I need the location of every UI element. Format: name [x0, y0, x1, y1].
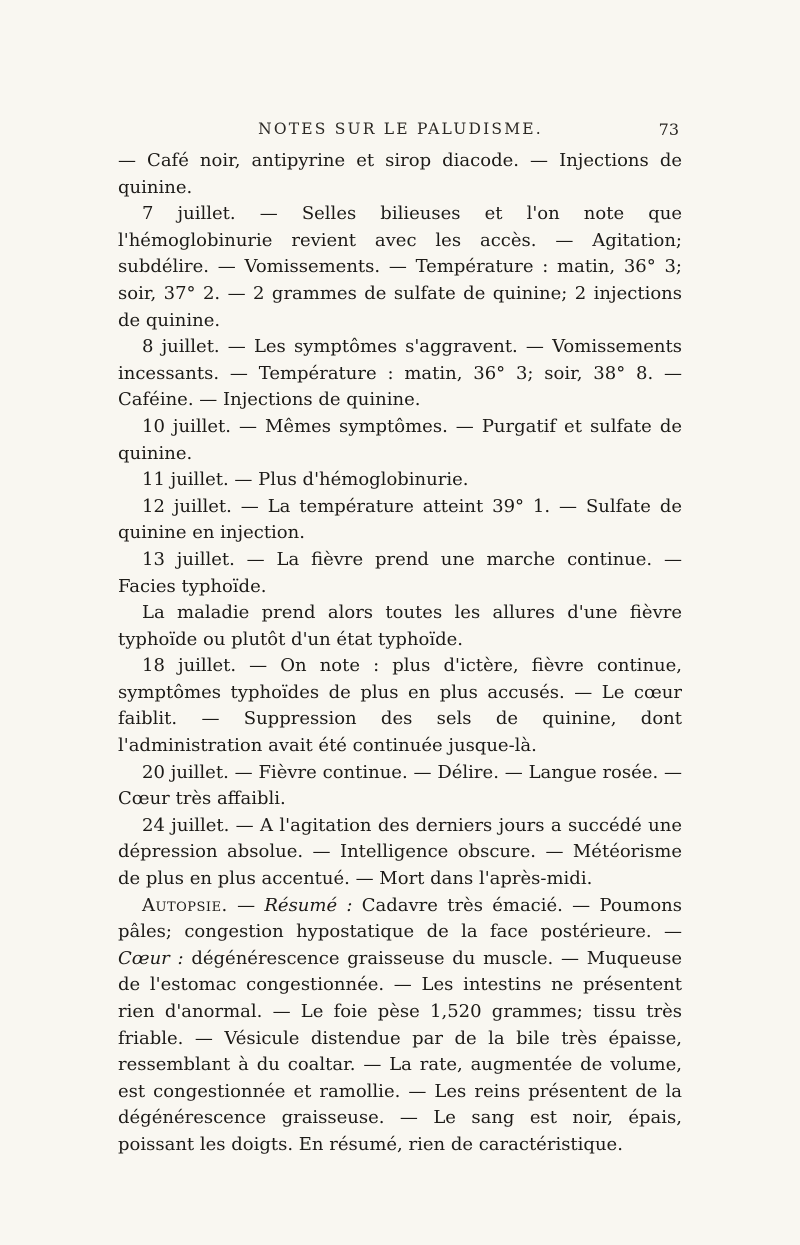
paragraph-autopsy: [118, 893, 682, 1159]
autopsy-separator: —: [227, 894, 265, 916]
paragraph-july-24: 24 juillet. — A l'agitation des derniers jours a succédé une dépression absolue. — Intelligence obscure. — Météorisme de plus en plus accentué. — Mort dans l'après-midi.: [118, 814, 682, 890]
page-header: [118, 120, 683, 142]
coeur-label: Cœur :: [118, 947, 184, 969]
paragraph-july-13: 13 juillet. — La fièvre prend une marche continue. — Facies typhoïde.: [118, 548, 682, 597]
paragraph-july-18: 18 juillet. — On note : plus d'ictère, fièvre continue, symptômes typhoïdes de plus en plus accusés. — Le cœur faiblit. — Suppression des sels de quinine, dont l'administration avait été continuée jusque-là.: [118, 655, 682, 757]
paragraph-july-8: 8 juillet. — Les symptômes s'aggravent. — Vomissements incessants. — Température : matin, 36° 3; soir, 38° 8. — Caféine. — Injections de quinine.: [118, 336, 682, 411]
paragraph-july-11: 11 juillet. — Plus d'hémoglobinurie.: [142, 469, 469, 491]
paragraph-july-7: 7 juillet. — Selles bilieuses et l'on note que l'hémoglobinurie revient avec les accès. — Agitation; subdélire. — Vomissements. — Température : matin, 36° 3; soir, 37° 2. — 2 grammes de sulfate de quinine; 2 injections de quinine.: [118, 203, 682, 331]
paragraph-july-20: 20 juillet. — Fièvre continue. — Délire. — Langue rosée. — Cœur très affaibli.: [118, 761, 682, 810]
running-title: NOTES SUR LE PALUDISME.: [258, 120, 543, 138]
autopsy-label: Autopsie.: [142, 894, 228, 916]
resume-label: Résumé :: [264, 894, 353, 916]
autopsy-text-part2: dégénérescence graisseuse du muscle. — Muqueuse de l'estomac congestionnée. — Les intestins ne présentent rien d'anormal. — Le foie pèse 1,520 grammes; tissu très friable. — Vésicule distendue par de la bile très épaisse, ressemblant à du coaltar. — La rate, augmentée de volume, est congestionnée et ramollie. — Les reins présentent de la dégénérescence graisseuse. — Le sang est noir, épais, poissant les doigts. En résumé, rien de caractéristique.: [118, 947, 682, 1155]
paragraph-typhoid-state: La maladie prend alors toutes les allures d'une fièvre typhoïde ou plutôt d'un état typhoïde.: [118, 602, 682, 650]
paragraph-july-12: 12 juillet. — La température atteint 39° 1. — Sulfate de quinine en injection.: [118, 495, 682, 544]
paragraph-continuation: — Café noir, antipyrine et sirop diacode. — Injections de quinine.: [118, 150, 682, 198]
page-number: 73: [658, 120, 679, 139]
body-text: [118, 148, 682, 1159]
paragraph-july-10: 10 juillet. — Mêmes symptômes. — Purgatif et sulfate de quinine.: [118, 415, 682, 464]
autopsy-text-part1: Cadavre très émacié. — Poumons pâles; congestion hypostatique de la face postérieure. —: [118, 894, 682, 943]
